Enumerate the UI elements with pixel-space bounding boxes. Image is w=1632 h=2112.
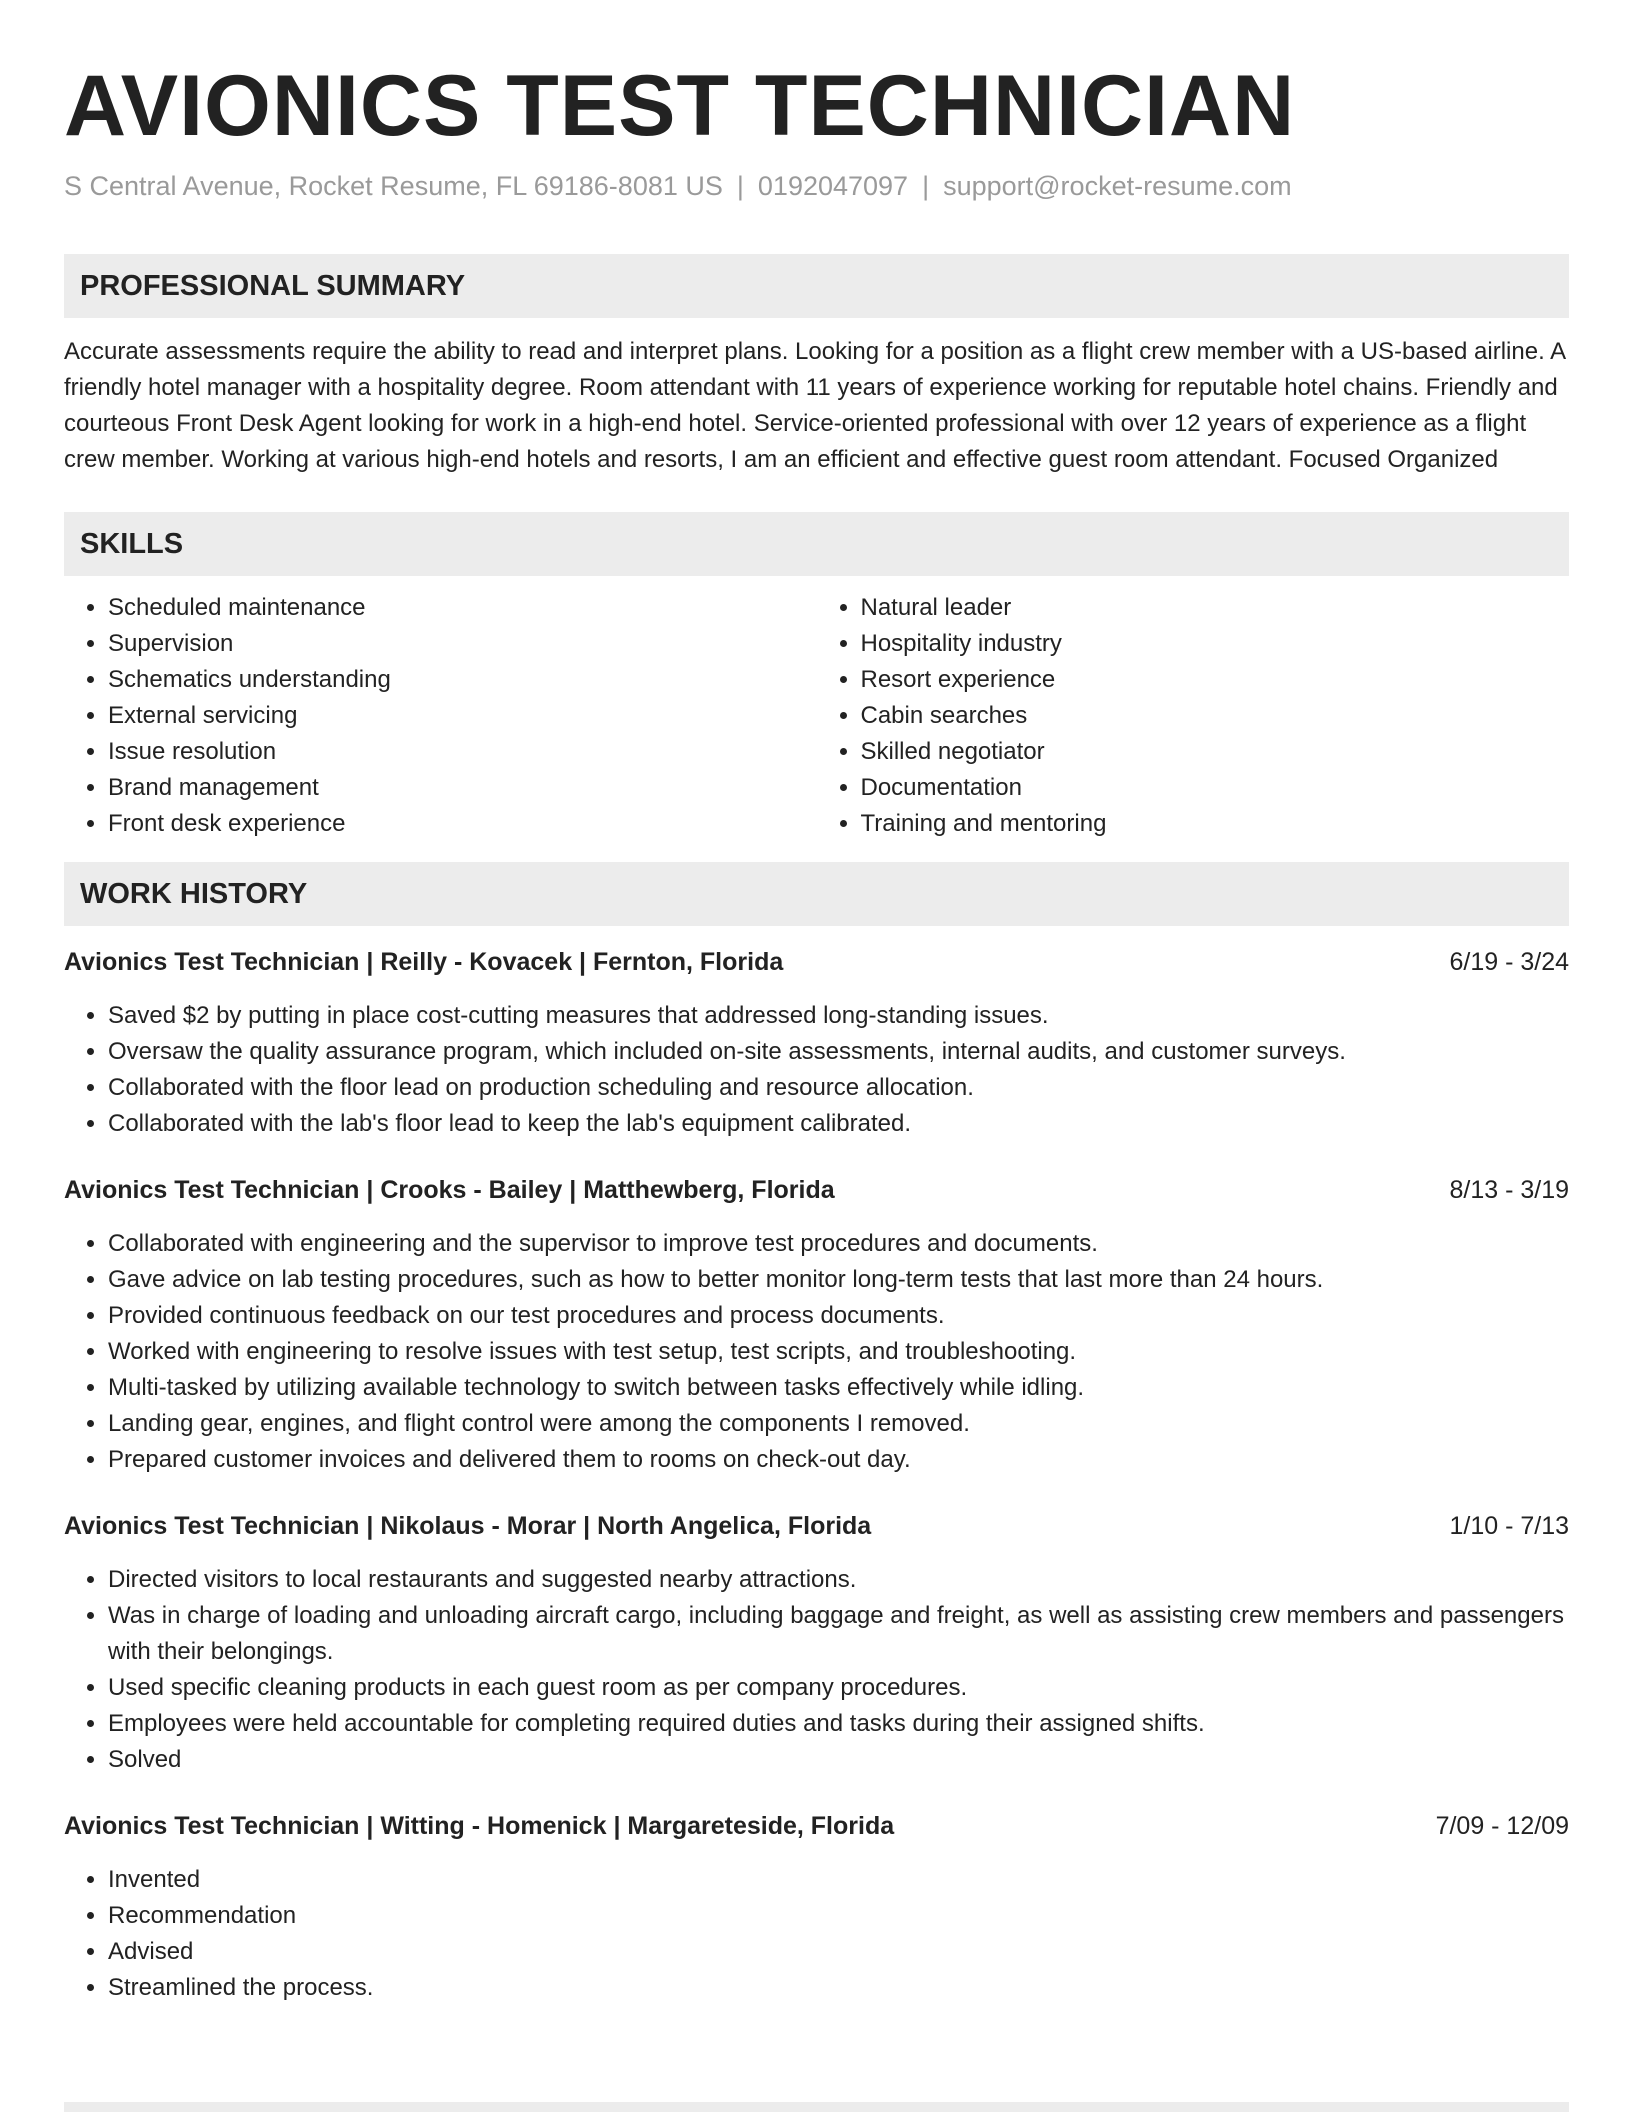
job-dates: 8/13 - 3/19 [1449, 1176, 1569, 1204]
summary-heading: PROFESSIONAL SUMMARY [64, 254, 1569, 318]
job-title: Avionics Test Technician | Witting - Homenick | Margareteside, Florida [64, 1812, 895, 1840]
skill-item: • Schematics understanding [108, 662, 817, 698]
contact-email: support@rocket-resume.com [943, 171, 1292, 201]
job-bullets [64, 1862, 1569, 2006]
skill-item: • Brand management [108, 770, 817, 806]
skill-item: • Skilled negotiator [861, 734, 1570, 770]
skill-item: • External servicing [108, 698, 817, 734]
skill-item: • Training and mentoring [861, 806, 1570, 842]
job-bullet: • Recommendation [108, 1898, 1569, 1934]
skills-list [64, 590, 1569, 842]
contact-line [64, 168, 1569, 204]
skills-column-right [817, 590, 1570, 842]
job-bullet: • Directed visitors to local restaurants and suggested nearby attractions. [108, 1562, 1569, 1598]
job-entry [64, 1172, 1569, 1478]
contact-address: S Central Avenue, Rocket Resume, FL 69186-8081 US [64, 171, 723, 201]
job-bullets [64, 998, 1569, 1142]
job-bullet: • Used specific cleaning products in each guest room as per company procedures. [108, 1670, 1569, 1706]
job-bullets [64, 1562, 1569, 1778]
job-bullet: • Landing gear, engines, and flight control were among the components I removed. [108, 1406, 1569, 1442]
job-bullet: • Oversaw the quality assurance program, which included on-site assessments, internal audits, and customer surveys. [108, 1034, 1569, 1070]
job-title: Avionics Test Technician | Reilly - Kovacek | Fernton, Florida [64, 948, 784, 976]
job-bullet: • Prepared customer invoices and delivered them to rooms on check-out day. [108, 1442, 1569, 1478]
skill-item: • Hospitality industry [861, 626, 1570, 662]
job-entry [64, 1808, 1569, 2006]
skill-item: • Front desk experience [108, 806, 817, 842]
next-section-heading-bar [64, 2102, 1569, 2112]
skill-item: • Resort experience [861, 662, 1570, 698]
skill-item: • Natural leader [861, 590, 1570, 626]
work-history-heading: WORK HISTORY [64, 862, 1569, 926]
contact-separator: | [736, 171, 744, 201]
job-bullet: • Invented [108, 1862, 1569, 1898]
job-bullet: • Employees were held accountable for completing required duties and tasks during their assigned shifts. [108, 1706, 1569, 1742]
job-bullet: • Provided continuous feedback on our test procedures and process documents. [108, 1298, 1569, 1334]
skill-item: • Supervision [108, 626, 817, 662]
skill-item: • Scheduled maintenance [108, 590, 817, 626]
contact-separator: | [922, 171, 930, 201]
job-dates: 7/09 - 12/09 [1435, 1812, 1569, 1840]
candidate-title: AVIONICS TEST TECHNICIAN [64, 58, 1296, 154]
job-title: Avionics Test Technician | Crooks - Bailey | Matthewberg, Florida [64, 1176, 835, 1204]
skill-item: • Cabin searches [861, 698, 1570, 734]
job-bullet: • Collaborated with the lab's floor lead to keep the lab's equipment calibrated. [108, 1106, 1569, 1142]
skills-heading: SKILLS [64, 512, 1569, 576]
job-bullet: • Saved $2 by putting in place cost-cutting measures that addressed long-standing issues. [108, 998, 1569, 1034]
job-title: Avionics Test Technician | Nikolaus - Morar | North Angelica, Florida [64, 1512, 872, 1540]
job-bullet: • Streamlined the process. [108, 1970, 1569, 2006]
skills-column-left [64, 590, 817, 842]
job-bullet: • Gave advice on lab testing procedures, such as how to better monitor long-term tests that last more than 24 hours. [108, 1262, 1569, 1298]
job-bullet: • Was in charge of loading and unloading aircraft cargo, including baggage and freight, as well as assisting crew members and passengers with their belongings. [108, 1598, 1569, 1670]
job-entry [64, 944, 1569, 1142]
skill-item: • Issue resolution [108, 734, 817, 770]
summary-text: Accurate assessments require the ability to read and interpret plans. Looking for a position as a flight crew member with a US-based airline. A friendly hotel manager with a hospitality degree. Room attendant with 11 years of experience working for reputable hotel chains. Friendly and courteous Front Desk Agent looking for work in a high-end hotel. Service-oriented professional with over 12 years of experience as a flight crew member. Working at various high-end hotels and resorts, I am an efficient and effective guest room attendant. Focused Organized [64, 338, 1565, 473]
contact-phone: 0192047097 [757, 171, 909, 201]
skill-item: • Documentation [861, 770, 1570, 806]
job-bullet: • Collaborated with engineering and the supervisor to improve test procedures and documents. [108, 1226, 1569, 1262]
job-entry [64, 1508, 1569, 1778]
job-dates: 1/10 - 7/13 [1449, 1512, 1569, 1540]
job-bullets [64, 1226, 1569, 1478]
job-bullet: • Multi-tasked by utilizing available technology to switch between tasks effectively while idling. [108, 1370, 1569, 1406]
job-dates: 6/19 - 3/24 [1449, 948, 1569, 976]
job-bullet: • Worked with engineering to resolve issues with test setup, test scripts, and troubleshooting. [108, 1334, 1569, 1370]
job-bullet: • Collaborated with the floor lead on production scheduling and resource allocation. [108, 1070, 1569, 1106]
job-bullet: • Advised [108, 1934, 1569, 1970]
job-bullet: • Solved [108, 1742, 1569, 1778]
